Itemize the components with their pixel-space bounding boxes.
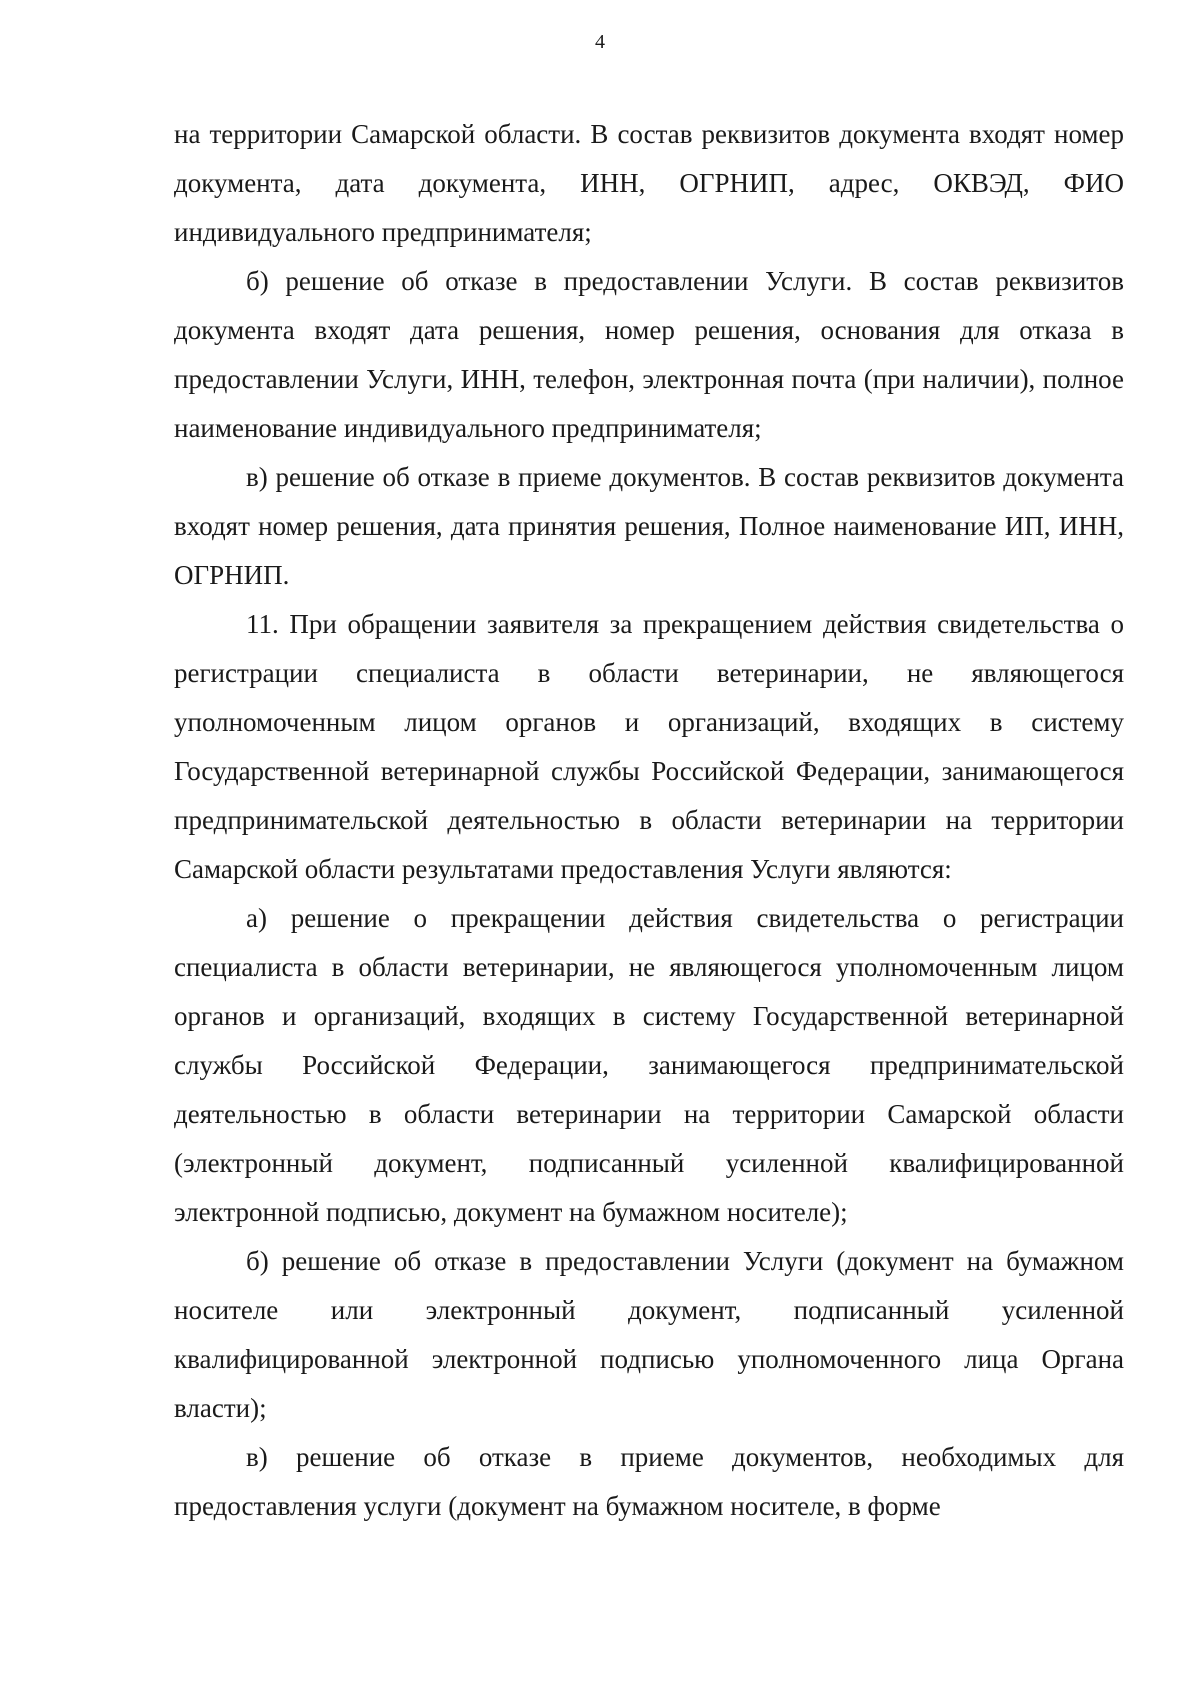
paragraph-item-11b: б) решение об отказе в предоставлении Услуги (документ на бумажном носителе или электронный документ, подписанный усиленной квалифицированной электронной подписью уполномоченного лица Органа власти); [174,1246,1124,1423]
paragraph-item-10v: в) решение об отказе в приеме документов. В состав реквизитов документа входят номер решения, дата принятия решения, Полное наименование ИП, ИНН, ОГРНИП. [174,462,1124,590]
paragraph-continuation: на территории Самарской области. В состав реквизитов документа входят номер документа, дата документа, ИНН, ОГРНИП, адрес, ОКВЭД, ФИО индивидуального предпринимателя; [174,119,1124,247]
paragraph-item-11a: а) решение о прекращении действия свидетельства о регистрации специалиста в области ветеринарии, не являющегося уполномоченным лицом органов и организаций, входящих в систему Государственной ветеринарной службы Российской Федерации, занимающегося предпринимательской деятельностью в области ветеринарии на территории Самарской области (электронный документ, подписанный усиленной квалифицированной электронной подписью, документ на бумажном носителе); [174,903,1124,1227]
paragraph-item-10b: б) решение об отказе в предоставлении Услуги. В состав реквизитов документа входят дата решения, номер решения, основания для отказа в предоставлении Услуги, ИНН, телефон, электронная почта (при наличии), полное наименование индивидуального предпринимателя; [174,266,1124,443]
page-number: 4 [595,31,605,53]
document-body [174,110,1124,1531]
paragraph-item-11v: в) решение об отказе в приеме документов, необходимых для предоставления услуги (документ на бумажном носителе, в форме [174,1442,1124,1521]
paragraph-item-11: 11. При обращении заявителя за прекращением действия свидетельства о регистрации специалиста в области ветеринарии, не являющегося уполномоченным лицом органов и организаций, входящих в систему Государственной ветеринарной службы Российской Федерации, занимающегося предпринимательской деятельностью в области ветеринарии на территории Самарской области результатами предоставления Услуги являются: [174,609,1124,884]
